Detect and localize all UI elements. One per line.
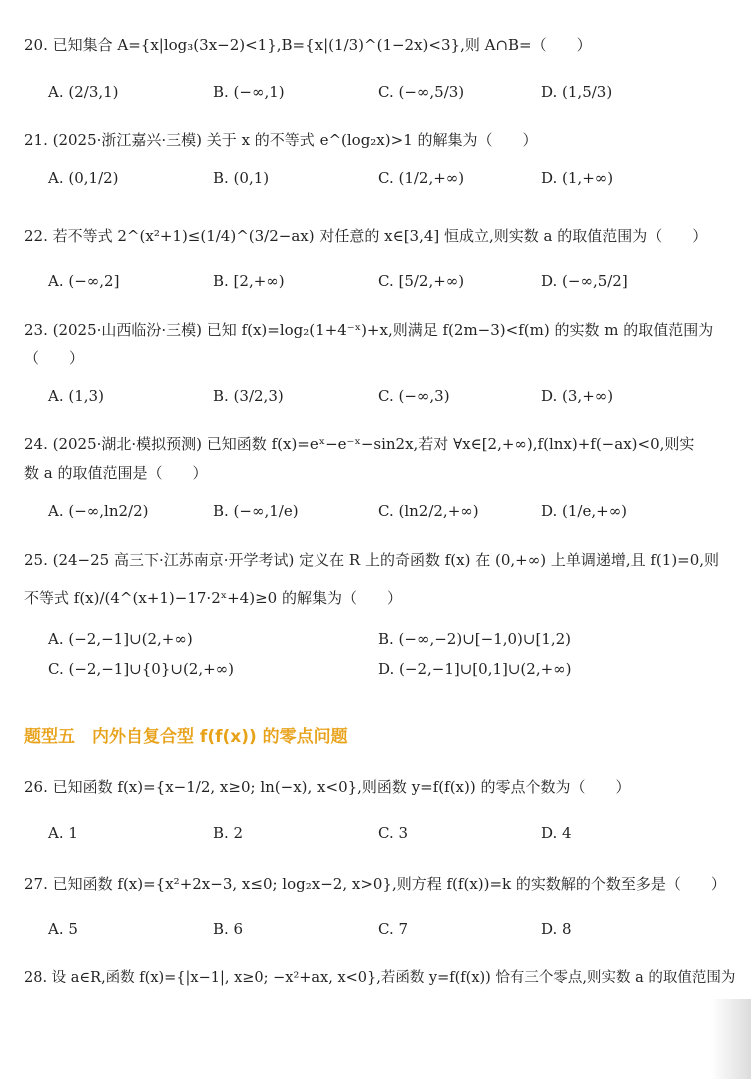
option-c: C. 7 [378,920,409,938]
option-c: C. (−∞,5/3) [378,83,465,101]
question-21-stem: 21. (2025·浙江嘉兴·三模) 关于 x 的不等式 e^(log₂x)>1 的解集为（ ） [24,131,538,149]
question-20-stem: 20. 已知集合 A={x|log₃(3x−2)<1},B={x|(1/3)^(1−2x)<3},则 A∩B=（ ） [24,36,592,54]
option-d: D. (1/e,+∞) [541,502,628,520]
option-b: B. (3/2,3) [213,387,284,405]
option-b: B. (−∞,1/e) [213,502,299,520]
option-c: C. (−∞,3) [378,387,450,405]
question-27-stem: 27. 已知函数 f(x)={x²+2x−3, x≤0; log₂x−2, x>0},则方程 f(f(x))=k 的实数解的个数至多是（ ） [24,875,726,893]
option-a: A. 1 [48,824,78,842]
question-23-stem-cont: （ ） [24,349,85,367]
option-a: A. (−2,−1]∪(2,+∞) [48,630,193,648]
option-a: A. 5 [48,920,78,938]
option-a: A. (−∞,ln2/2) [48,502,149,520]
option-a: A. (0,1/2) [48,169,119,187]
option-c: C. [5/2,+∞) [378,272,465,290]
question-24-stem: 24. (2025·湖北·模拟预测) 已知函数 f(x)=eˣ−e⁻ˣ−sin2x,若对 ∀x∈[2,+∞),f(lnx)+f(−ax)<0,则实 [24,435,695,453]
section-title: 题型五 内外自复合型 f(f(x)) 的零点问题 [24,727,348,747]
question-25-stem-cont: 不等式 f(x)/(4^(x+1)−17·2ˣ+4)≥0 的解集为（ ） [24,589,402,607]
option-d: D. (1,+∞) [541,169,614,187]
option-c: C. (1/2,+∞) [378,169,465,187]
question-24-stem-cont: 数 a 的取值范围是（ ） [24,464,208,482]
option-a: A. (2/3,1) [48,83,119,101]
option-b: B. 2 [213,824,244,842]
question-26-stem: 26. 已知函数 f(x)={x−1/2, x≥0; ln(−x), x<0},则函数 y=f(f(x)) 的零点个数为（ ） [24,778,631,796]
option-b: B. [2,+∞) [213,272,285,290]
option-d: D. (−∞,5/2] [541,272,628,290]
option-b: B. (−∞,1) [213,83,285,101]
option-b: B. (0,1) [213,169,270,187]
option-d: D. 4 [541,824,572,842]
option-a: A. (1,3) [48,387,104,405]
option-c: C. (ln2/2,+∞) [378,502,479,520]
question-25-stem: 25. (24−25 高三下·江苏南京·开学考试) 定义在 R 上的奇函数 f(x) 在 (0,+∞) 上单调递增,且 f(1)=0,则 [24,551,720,569]
option-b: B. 6 [213,920,244,938]
option-a: A. (−∞,2] [48,272,120,290]
option-b: B. (−∞,−2)∪[−1,0)∪[1,2) [378,630,572,648]
option-c: C. 3 [378,824,409,842]
option-d: D. (3,+∞) [541,387,614,405]
option-d: D. (−2,−1]∪[0,1]∪(2,+∞) [378,660,572,678]
question-22-stem: 22. 若不等式 2^(x²+1)≤(1/4)^(3/2−ax) 对任意的 x∈[3,4] 恒成立,则实数 a 的取值范围为（ ） [24,227,708,245]
option-d: D. 8 [541,920,572,938]
page-corner-shadow [711,999,751,1079]
option-d: D. (1,5/3) [541,83,613,101]
option-c: C. (−2,−1]∪{0}∪(2,+∞) [48,660,235,678]
question-23-stem: 23. (2025·山西临汾·三模) 已知 f(x)=log₂(1+4⁻ˣ)+x,则满足 f(2m−3)<f(m) 的实数 m 的取值范围为 [24,321,714,339]
question-28-stem: 28. 设 a∈R,函数 f(x)={|x−1|, x≥0; −x²+ax, x<0},若函数 y=f(f(x)) 恰有三个零点,则实数 a 的取值范围为 [24,970,736,986]
